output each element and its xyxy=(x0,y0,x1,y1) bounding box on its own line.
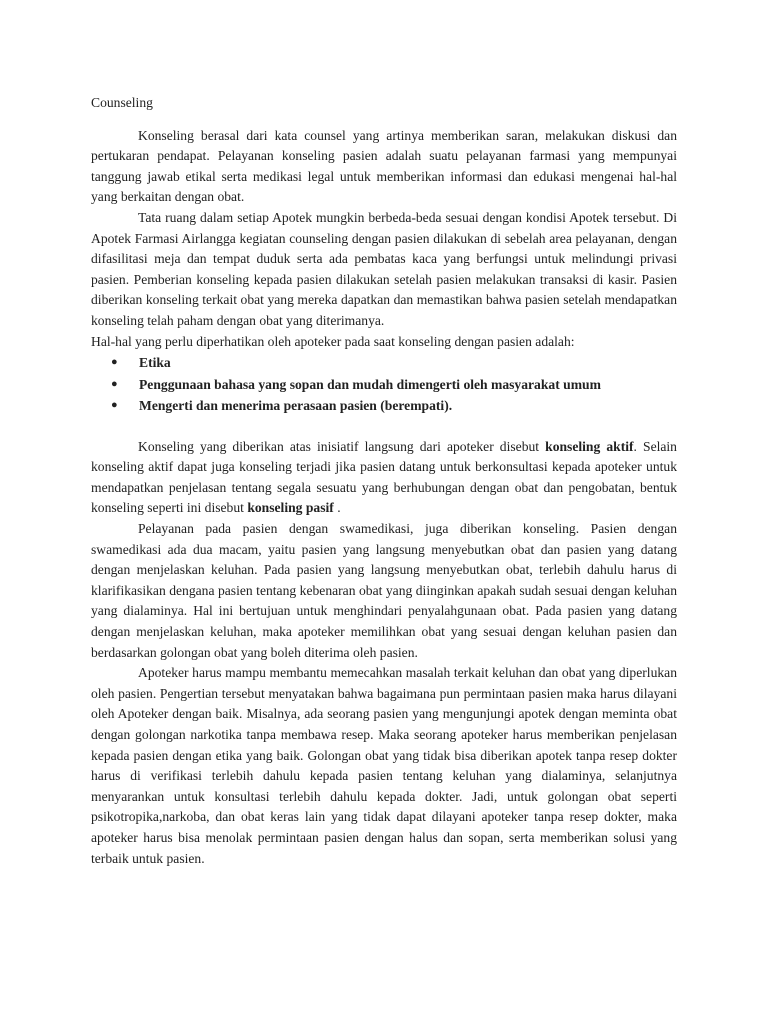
bullet-item xyxy=(91,374,677,396)
bullet-text: Mengerti dan menerima perasaan pasien (berempati). xyxy=(139,398,453,414)
bullet-icon: ● xyxy=(111,377,118,390)
paragraph-self-medication: Pelayanan pada pasien dengan swamedikasi, juga diberikan konseling. Pasien dengan swamedikasi ada dua macam, yaitu pasien yang langsung menyebutkan obat dan pasien yang datang dengan menjelaskan keluhan. Pada pasien yang langsung menyebutkan obat, terlebih dahulu harus di klarifikasikan dengana pasien tentang kebenaran obat yang diinginkan apakah sudah sesuai dengan keluhan yang dialaminya. Hal ini bertujuan untuk menghindari penyalahgunaan obat. Pada pasien yang datang dengan menjelaskan keluhan, maka apoteker memilihkan obat yang sesuai dengan keluhan pasien dan berdasarkan golongan obat yang boleh diterima oleh pasien. xyxy=(91,521,677,660)
bullet-text: Penggunaan bahasa yang sopan dan mudah dimengerti oleh masyarakat umum xyxy=(139,376,601,392)
text-run: . Selain konseling aktif dapat juga konseling terjadi jika pasien datang untuk berkonsultasi kepada apoteker untuk mendapatkan penjelasan tentang segala sesuatu yang berhubungan dengan obat dan pengobatan, bentuk konseling seperti ini disebut xyxy=(91,438,677,516)
blank-line xyxy=(91,417,677,437)
intro-line: Hal-hal yang perlu diperhatikan oleh apoteker pada saat konseling dengan pasien adalah: xyxy=(91,333,575,349)
document-title: Counseling xyxy=(91,95,153,110)
bullet-icon: ● xyxy=(111,399,118,412)
text-run: Konseling yang diberikan atas inisiatif langsung dari apoteker disebut xyxy=(138,438,546,454)
bold-term-passive: konseling pasif xyxy=(247,500,334,516)
document-page xyxy=(91,93,677,869)
bullet-text: Etika xyxy=(139,355,171,371)
bold-term-active: konseling aktif xyxy=(545,438,634,454)
text-run: . xyxy=(333,500,341,516)
paragraph-room-layout: Tata ruang dalam setiap Apotek mungkin berbeda-beda sesuai dengan kondisi Apotek tersebut. Di Apotek Farmasi Airlangga kegiatan counseling dengan pasien dilakukan di sebelah area pelayanan, dengan difasilitasi meja dan tempat duduk serta ada pembatas kaca yang berfungsi untuk melindungi privasi pasien. Pemberian konseling kepada pasien dilakukan setelah pasien melakukan transaksi di kasir. Pasien diberikan konseling terkait obat yang mereka dapatkan dan memastikan bahwa pasien setelah mendapatkan konseling telah paham dengan obat yang diterimanya. xyxy=(91,209,677,328)
bullet-icon: ● xyxy=(111,356,118,369)
bullet-item xyxy=(91,352,677,374)
bullet-list xyxy=(91,352,677,417)
paragraph-definition: Konseling berasal dari kata counsel yang artinya memberikan saran, melakukan diskusi dan pertukaran pendapat. Pelayanan konseling pasien adalah suatu pelayanan farmasi yang mempunyai tanggung jawab etikal serta medikasi legal untuk memberikan informasi dan edukasi mengenai hal-hal yang berkaitan dengan obat. xyxy=(91,127,677,205)
paragraph-active-passive xyxy=(91,437,677,519)
paragraph-pharmacist-role: Apoteker harus mampu membantu memecahkan masalah terkait keluhan dan obat yang diperlukan oleh pasien. Pengertian tersebut menyatakan bahwa bagaimana pun permintaan pasien maka harus dilayani oleh Apoteker dengan baik. Misalnya, ada seorang pasien yang mengunjungi apotek dengan meminta obat dengan golongan narkotika tanpa membawa resep. Maka seorang apoteker harus memberikan penjelasan kepada pasien dengan etika yang baik. Golongan obat yang tidak bisa diberikan apotek tanpa resep dokter harus di verifikasi terlebih dahulu kepada pasien tentang keluhan yang dialaminya, selanjutnya menyarankan untuk konsultasi terlebih dahulu kepada dokter. Jadi, untuk golongan obat seperti psikotropika,narkoba, dan obat keras lain yang tidak dapat dilayani apoteker tanpa resep dokter, maka apoteker harus bisa menolak permintaan pasien dengan halus dan sopan, serta memberikan solusi yang terbaik untuk pasien. xyxy=(91,665,677,866)
bullet-item xyxy=(91,395,677,417)
